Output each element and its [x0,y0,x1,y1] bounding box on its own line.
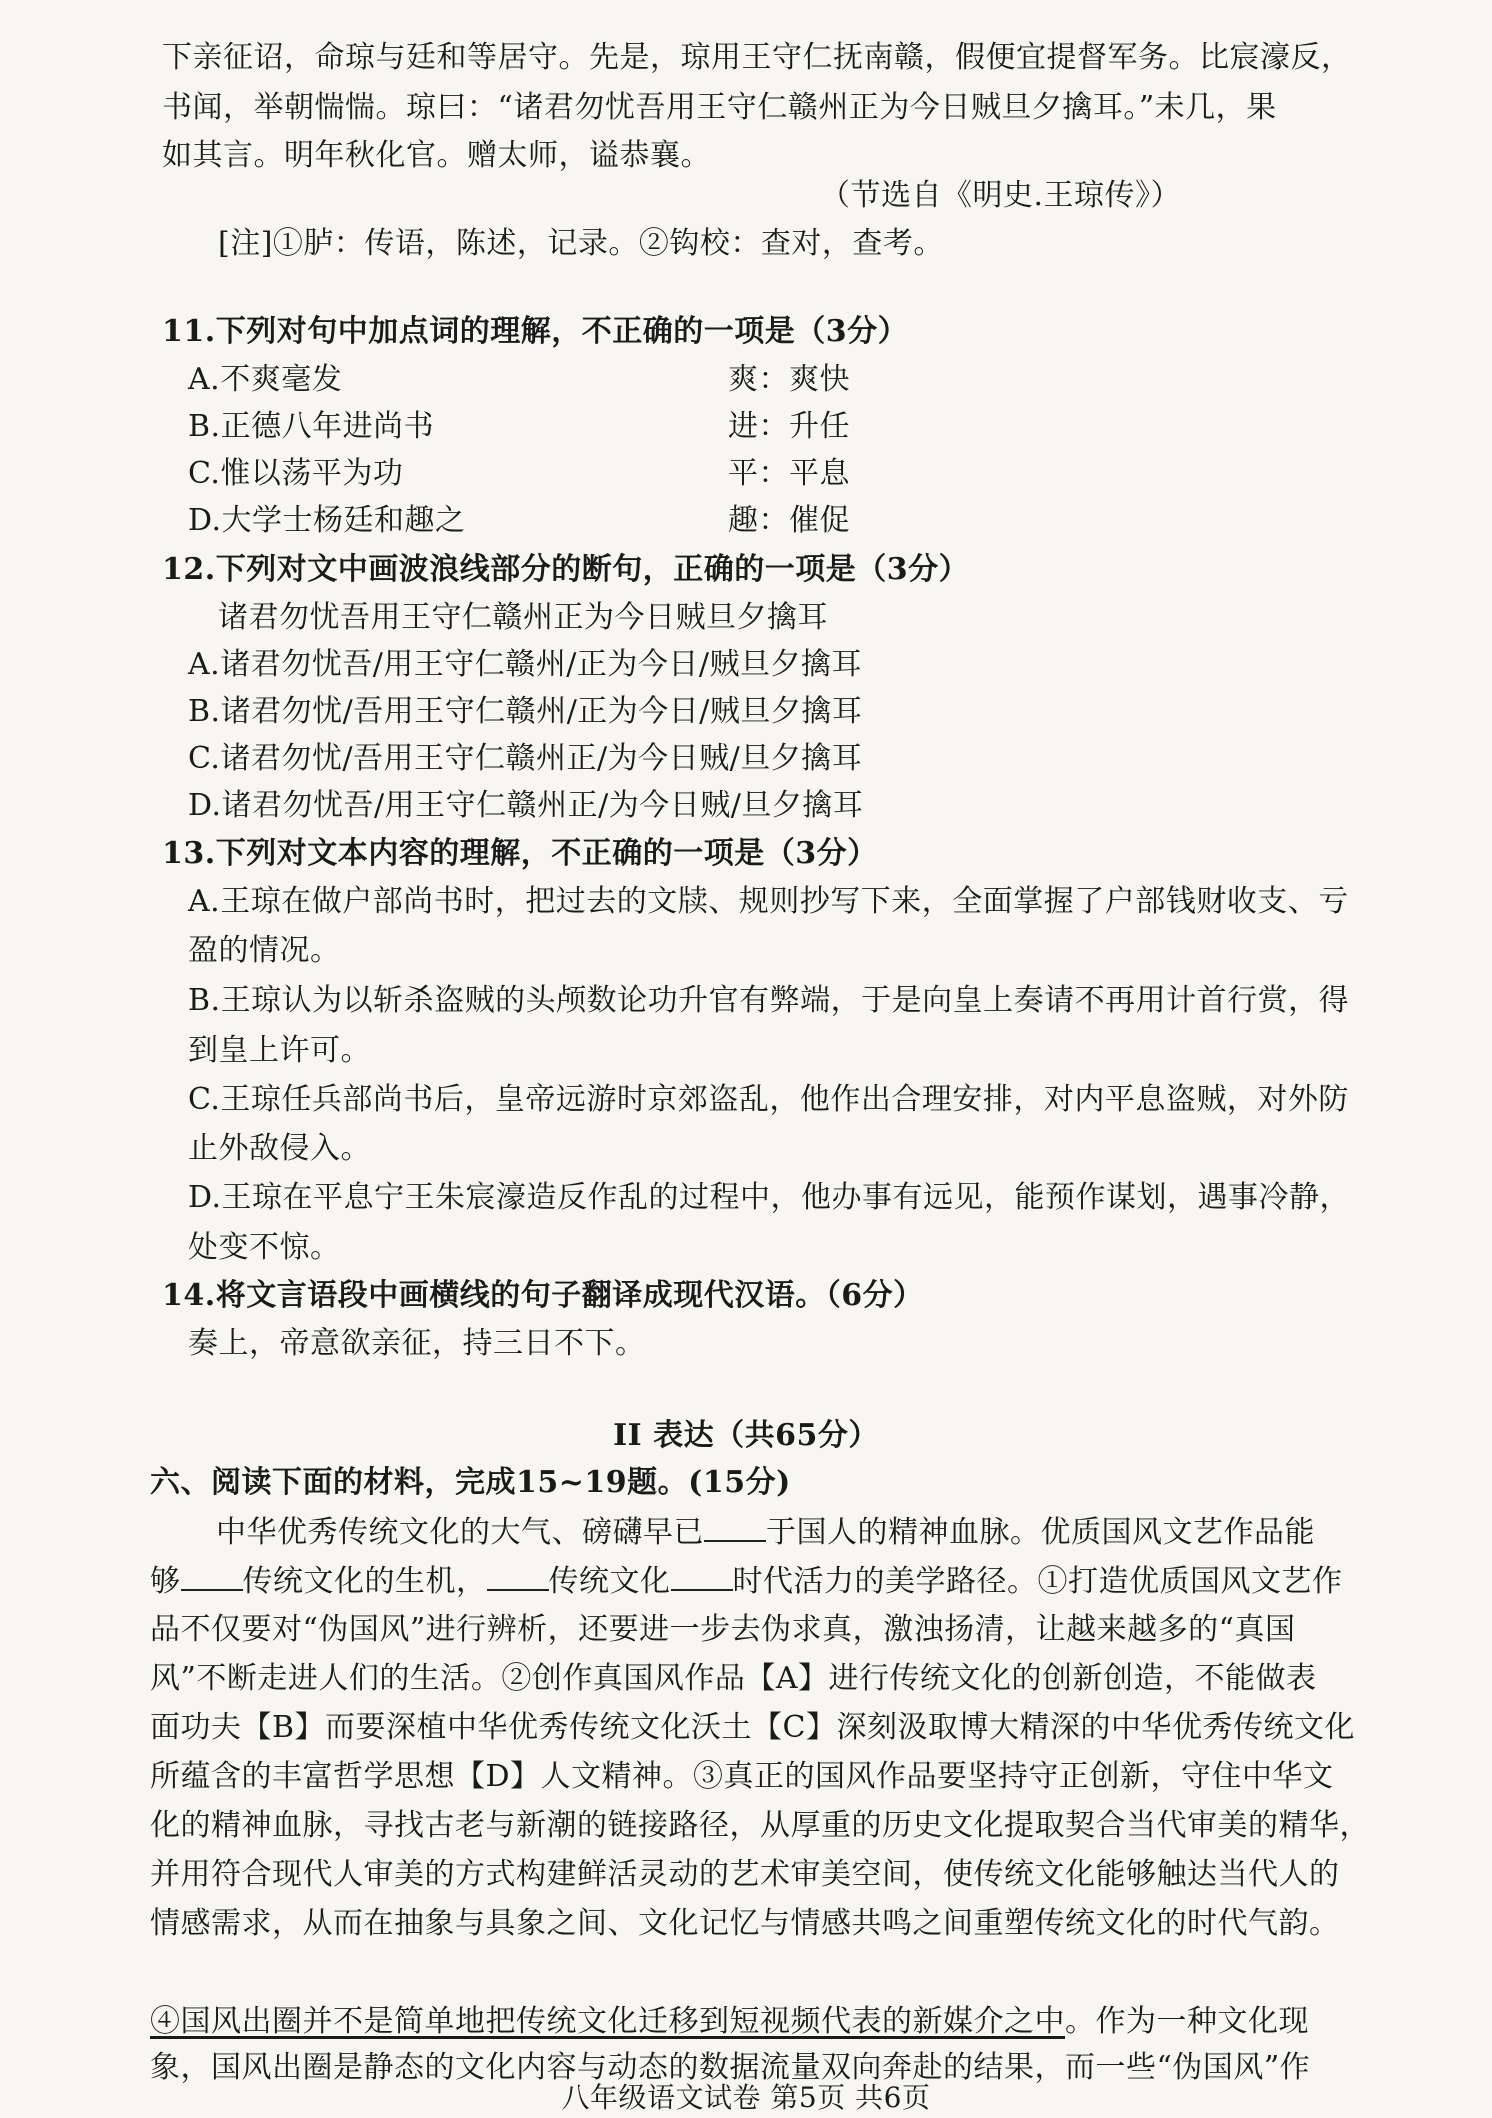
q11-option-d: D.大学士杨廷和趣之 趣：催促 [188,503,850,538]
passage-source: （节选自《明史.王琼传》） [820,178,1182,213]
q13-option-b-line-1: B.王琼认为以斩杀盗贼的头颅数论功升官有弊端，于是向皇上奏请不再用计首行赏，得 [188,983,1350,1018]
material-line-11: ④国风出圈并不是简单地把传统文化迁移到短视频代表的新媒介之中。作为一种文化现 [150,2004,1309,2039]
material-line-6: 所蕴含的丰富哲学思想【D】人文精神。③真正的国风作品要坚持守正创新，守住中华文 [150,1759,1334,1794]
passage-note: [注]①胪：传语，陈述，记录。②钩校：查对，查考。 [218,226,944,261]
q12-option-b: B.诸君勿忧/吾用王守仁赣州/正为今日/贼旦夕擒耳 [188,694,863,729]
underlined-sentence-4: ④国风出圈并不是简单地把传统文化迁移到短视频代表的新媒介之中 [150,2004,1065,2039]
material-line-2: 够 传统文化的生机， 传统文化 时代活力的美学路径。①打造优质国风文艺作 [150,1561,1343,1602]
passage-line-2: 书闻，举朝惴惴。琼曰：“诸君勿忧吾用王守仁赣州正为今日贼旦夕擒耳。”未几，果 [162,90,1277,125]
material-line-5: 面功夫【B】而要深植中华优秀传统文化沃土【C】深刻汲取博大精深的中华优秀传统文化 [150,1710,1355,1745]
material-line-4: 风”不断走进人们的生活。②创作真国风作品【A】进行传统文化的创新创造，不能做表 [150,1661,1317,1696]
material-line-7: 化的精神血脉，寻找古老与新潮的链接路径，从厚重的历史文化提取契合当代审美的精华， [150,1808,1370,1843]
blank-2 [181,1561,243,1591]
material-line-9: 情感需求，从而在抽象与具象之间、文化记忆与情感共鸣之间重塑传统文化的时代气韵。 [150,1906,1340,1941]
question-11-stem: 11.下列对句中加点词的理解，不正确的一项是（3分） [162,314,909,349]
q14-sentence: 奏上，帝意欲亲征，持三日不下。 [188,1326,646,1361]
q12-option-a: A.诸君勿忧吾/用王守仁赣州/正为今日/贼旦夕擒耳 [188,647,863,682]
blank-4 [671,1561,733,1591]
q12-option-d: D.诸君勿忧吾/用王守仁赣州正/为今日贼/旦夕擒耳 [188,788,864,823]
material-line-1: 中华优秀传统文化的大气、磅礴早已 于国人的精神血脉。优质国风文艺作品能 [216,1512,1315,1553]
q12-option-c: C.诸君勿忧/吾用王守仁赣州正/为今日贼/旦夕擒耳 [188,741,863,776]
q11-option-a: A.不爽毫发 爽：爽快 [188,362,850,397]
question-13-stem: 13.下列对文本内容的理解，不正确的一项是（3分） [162,836,878,871]
blank-3 [487,1561,549,1591]
q13-option-d-line-1: D.王琼在平息宁王朱宸濠造反作乱的过程中，他办事有远见，能预作谋划，遇事冷静， [188,1180,1351,1215]
q13-option-a-line-2: 盈的情况。 [188,933,341,968]
question-12-stem: 12.下列对文中画波浪线部分的断句，正确的一项是（3分） [162,552,970,587]
material-line-3: 品不仅要对“伪国风”进行辨析，还要进一步去伪求真，激浊扬清，让越来越多的“真国 [150,1612,1296,1647]
q13-option-c-line-1: C.王琼任兵部尚书后，皇帝远游时京郊盗乱，他作出合理安排，对内平息盗贼，对外防 [188,1082,1349,1117]
material-line-8: 并用符合现代人审美的方式构建鲜活灵动的艺术审美空间，使传统文化能够触达当代人的 [150,1857,1340,1892]
page-footer: 八年级语文试卷 第5页 共6页 [561,2081,931,2114]
material-line-12: 象，国风出圈是静态的文化内容与动态的数据流量双向奔赴的结果，而一些“伪国风”作 [150,2050,1311,2085]
q13-option-c-line-2: 止外敌侵入。 [188,1131,371,1166]
q11-option-c: C.惟以荡平为功 平：平息 [188,456,850,491]
q12-sentence: 诸君勿忧吾用王守仁赣州正为今日贼旦夕擒耳 [218,600,828,635]
q13-option-d-line-2: 处变不惊。 [188,1230,341,1265]
q13-option-a-line-1: A.王琼在做户部尚书时，把过去的文牍、规则抄写下来，全面掌握了户部钱财收支、亏 [188,884,1349,919]
q13-option-b-line-2: 到皇上许可。 [188,1033,371,1068]
part-6-heading: 六、阅读下面的材料，完成15~19题。(15分) [150,1465,791,1500]
q11-option-b: B.正德八年进尚书 进：升任 [188,409,850,444]
passage-line-1: 下亲征诏，命琼与廷和等居守。先是，琼用王守仁抚南赣，假便宜提督军务。比宸濠反， [162,40,1352,75]
section-2-heading: II 表达（共65分） [613,1418,879,1453]
blank-1 [704,1512,766,1542]
question-14-stem: 14.将文言语段中画横线的句子翻译成现代汉语。（6分） [162,1278,924,1313]
passage-line-3: 如其言。明年秋化官。赠太师，谥恭襄。 [162,138,711,173]
